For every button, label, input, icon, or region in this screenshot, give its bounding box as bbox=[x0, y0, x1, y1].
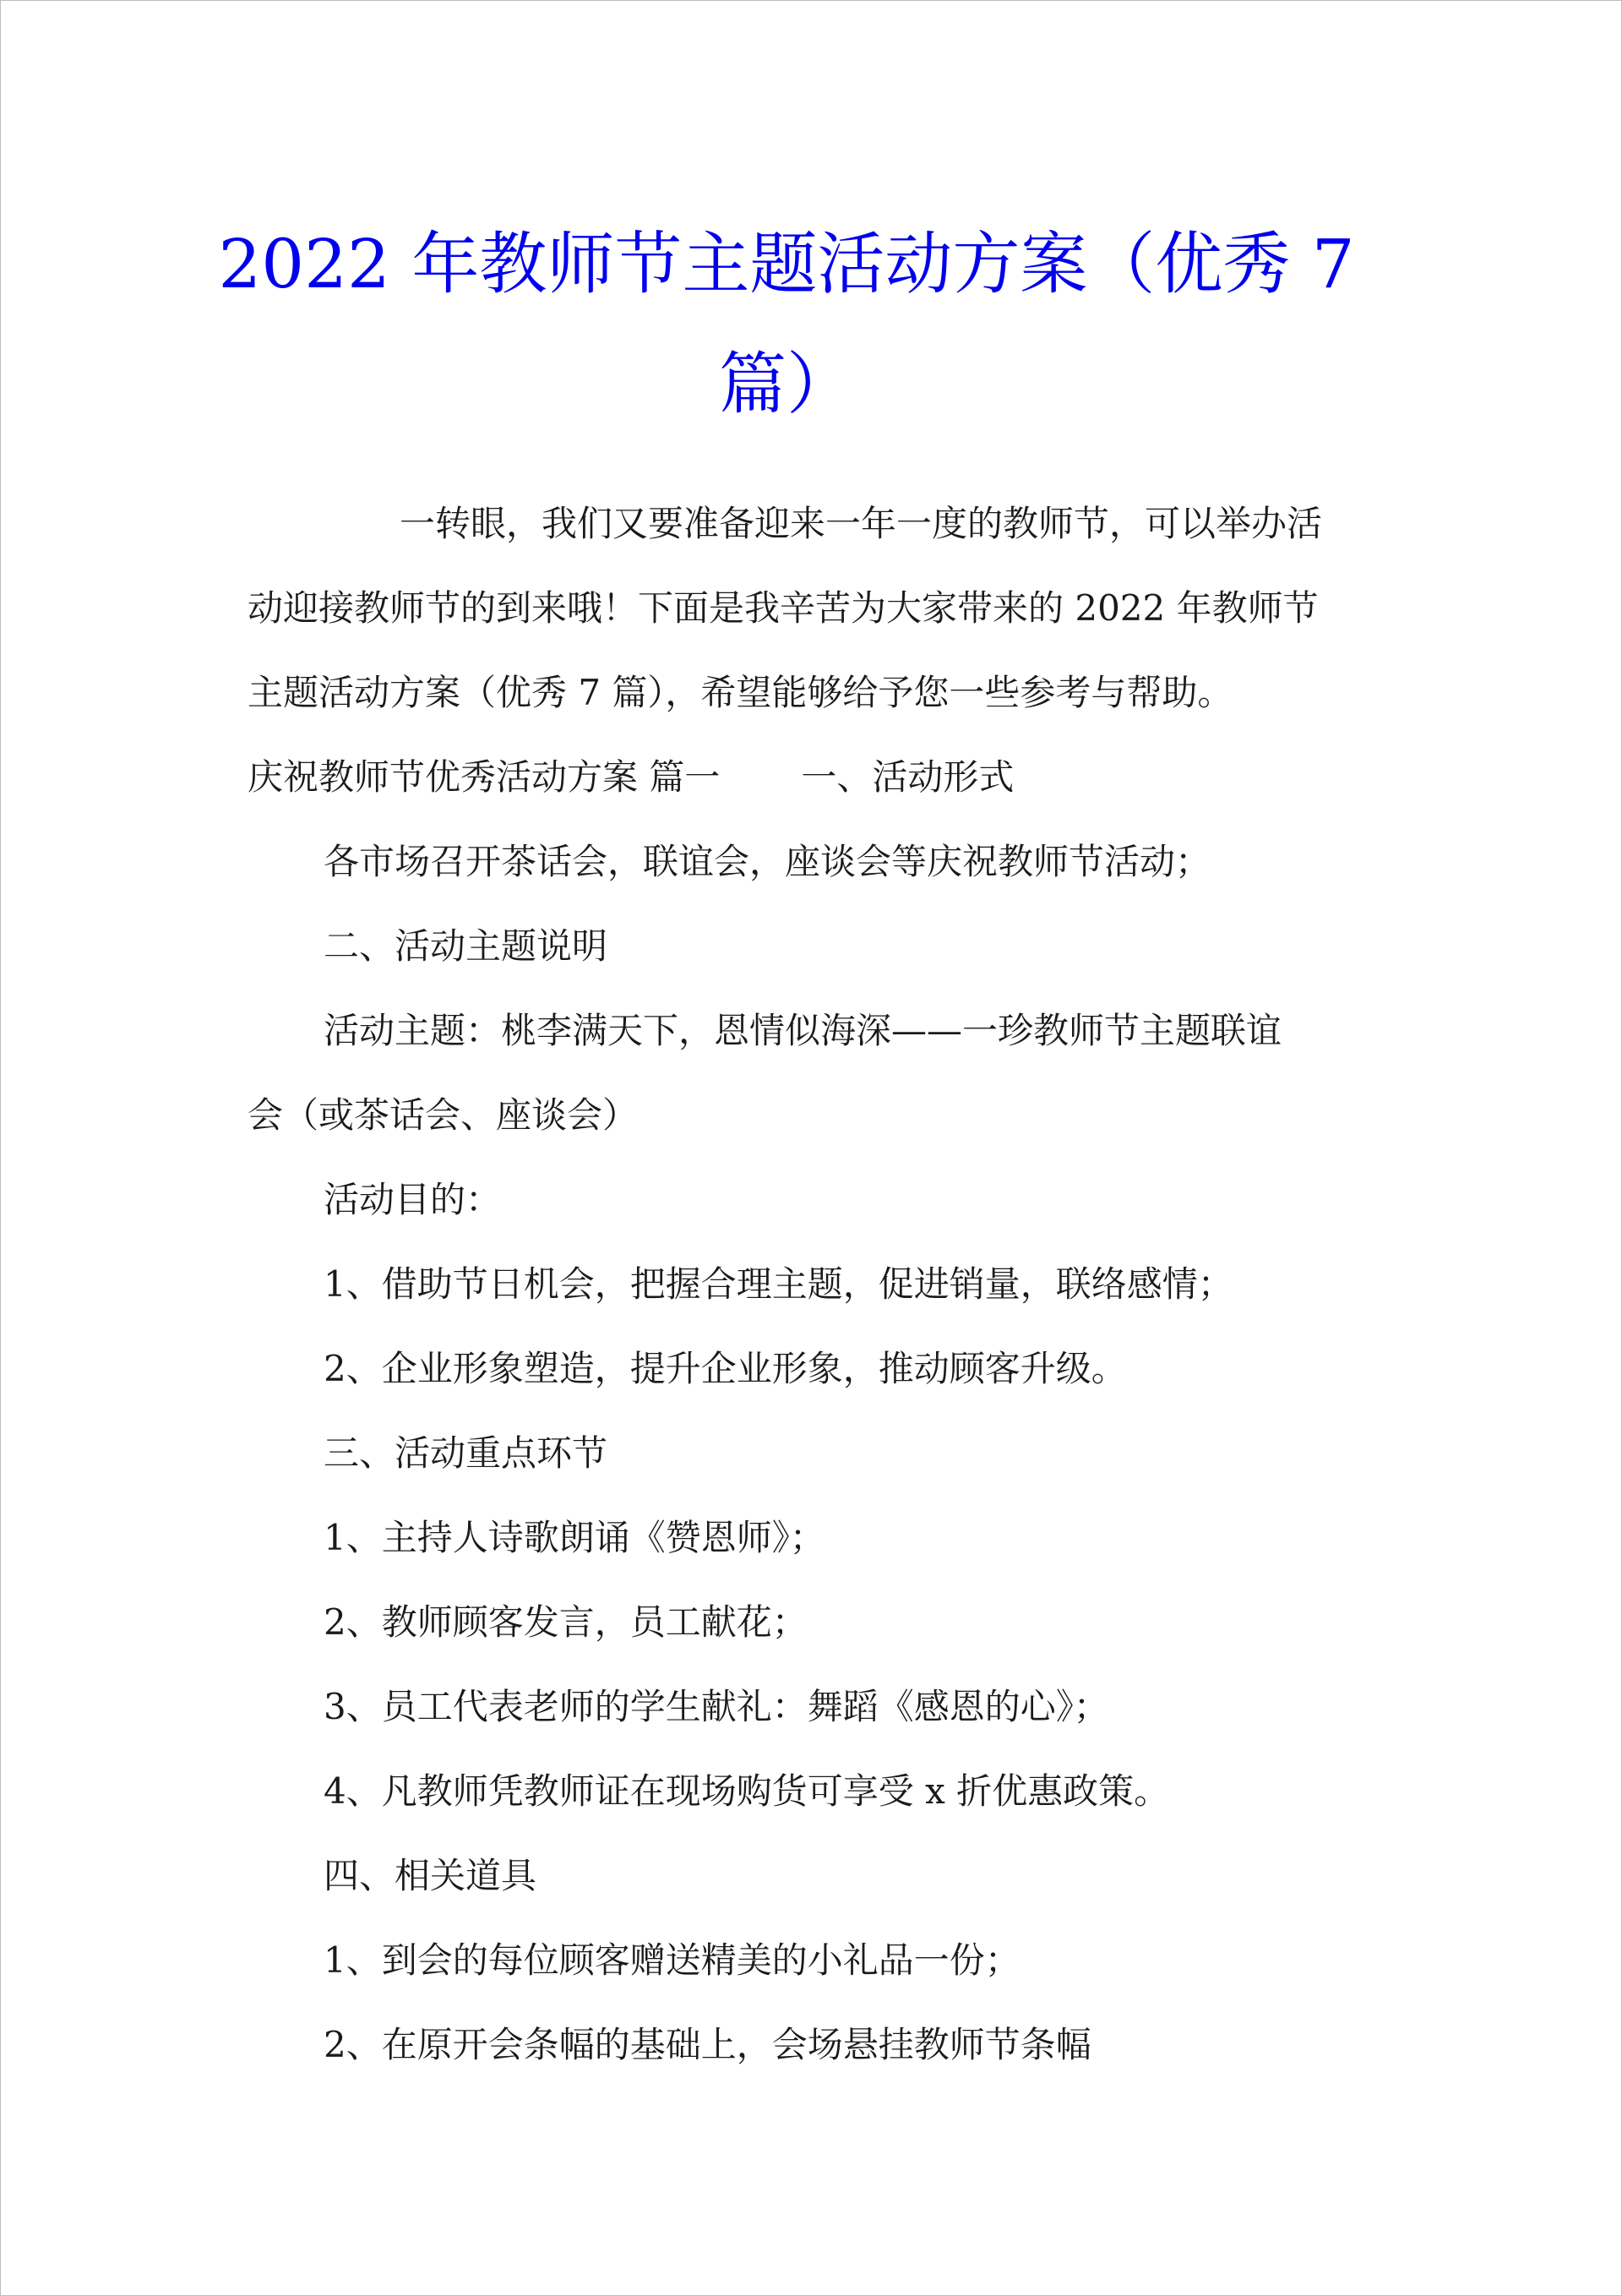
form-description: 各市场召开茶话会，联谊会，座谈会等庆祝教师节活动； bbox=[324, 841, 1211, 882]
purpose-label: 活动目的： bbox=[324, 1179, 502, 1220]
section-title: 庆祝教师节优秀活动方案 篇一 bbox=[248, 756, 721, 798]
section-first-heading: 一、活动形式 bbox=[801, 756, 1015, 798]
document-title-line-1: 2022 年教师节主题活动方案（优秀 7 bbox=[218, 225, 1355, 303]
key-item-2: 2、教师顾客发言，员工献花； bbox=[324, 1601, 808, 1643]
theme-line-1: 活动主题：桃李满天下，恩情似海深——一珍教师节主题联谊 bbox=[324, 1010, 1282, 1051]
heading-3: 三、活动重点环节 bbox=[324, 1432, 608, 1474]
key-item-3: 3、员工代表老师的学生献礼：舞蹈《感恩的心》； bbox=[324, 1686, 1109, 1727]
section-header-line bbox=[248, 756, 1015, 798]
key-item-1: 1、主持人诗歌朗诵《赞恩师》； bbox=[324, 1517, 825, 1558]
heading-2: 二、活动主题说明 bbox=[324, 925, 608, 967]
theme-line-2: 会（或茶话会、座谈会） bbox=[248, 1094, 639, 1136]
intro-line-2: 动迎接教师节的到来哦！下面是我辛苦为大家带来的 2022 年教师节 bbox=[248, 587, 1319, 629]
prop-item-2: 2、在原开会条幅的基础上，会场悬挂教师节条幅 bbox=[324, 2024, 1091, 2065]
heading-4: 四、相关道具 bbox=[324, 1855, 537, 1896]
key-item-4: 4、凡教师凭教师证在现场购货可享受 x 折优惠政策。 bbox=[324, 1770, 1170, 1812]
prop-item-1: 1、到会的每位顾客赠送精美的小礼品一份； bbox=[324, 1939, 1021, 1981]
purpose-item-1: 1、借助节日机会，把握合理主题，促进销量，联络感情； bbox=[324, 1263, 1233, 1305]
intro-line-1: 一转眼，我们又要准备迎来一年一度的教师节，可以举办活 bbox=[400, 503, 1323, 544]
document-title-line-2: 篇） bbox=[719, 345, 854, 423]
intro-line-3: 主题活动方案（优秀 7 篇），希望能够给予您一些参考与帮助。 bbox=[248, 672, 1233, 713]
purpose-item-2: 2、企业形象塑造，提升企业形象，推动顾客升级。 bbox=[324, 1348, 1127, 1389]
